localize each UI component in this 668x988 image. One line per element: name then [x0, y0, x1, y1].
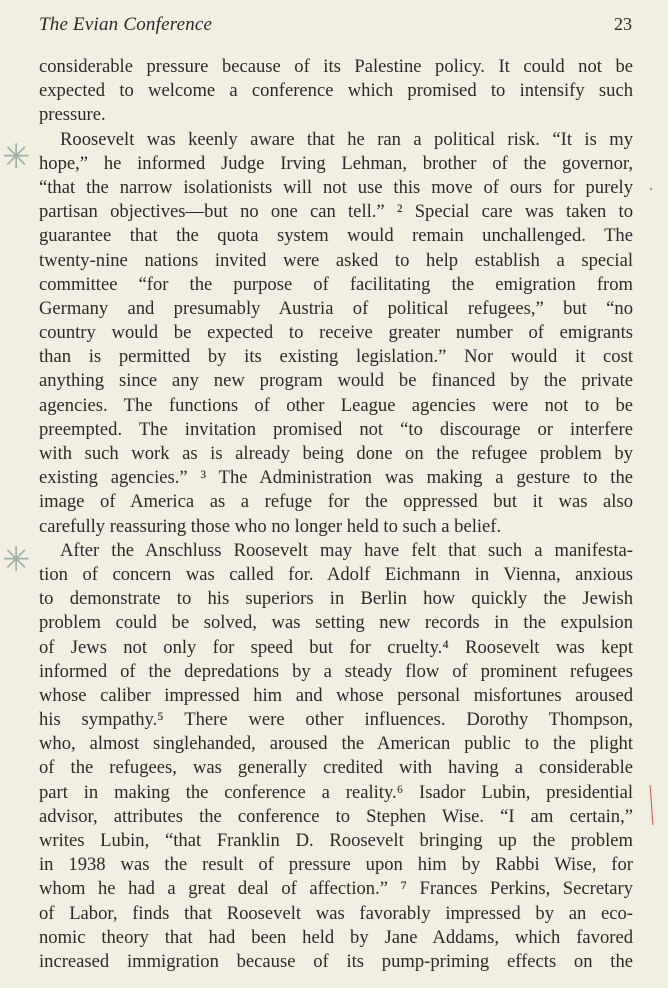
page-number: 23 [614, 14, 632, 34]
text-line: image of America as a refuge for the oppressed but it was also [39, 491, 633, 513]
text-line: partisan objectives—but no one can tell.” ² Special care was taken to [39, 201, 633, 223]
text-line: advisor, attributes the conference to Stephen Wise. “I am certain,” [39, 805, 633, 827]
text-line: who, almost singlehanded, aroused the American public to the plight [39, 733, 633, 755]
margin-star-mark: ✳ [2, 540, 31, 580]
text-line: hope,” he informed Judge Irving Lehman, brother of the governor, [39, 152, 633, 174]
text-line: Germany and presumably Austria of political refugees,” but “no [39, 297, 633, 319]
text-line: After the Anschluss Roosevelt may have felt that such a manifesta- [60, 539, 633, 561]
text-line: agencies. The functions of other League agencies were not to be [39, 394, 633, 416]
body-text [39, 55, 633, 974]
text-line: preempted. The invitation promised not “to discourage or interfere [39, 418, 633, 440]
text-line: existing agencies.” ³ The Administration was making a gesture to the [39, 467, 633, 489]
running-head [39, 14, 632, 40]
text-line: tion of concern was called for. Adolf Eichmann in Vienna, anxious [39, 563, 633, 585]
running-title: The Evian Conference [39, 14, 213, 35]
text-line: problem could be solved, was setting new records in the expulsion [39, 612, 633, 634]
text-line: part in making the conference a reality.⁶ Isador Lubin, presidential [39, 781, 633, 803]
text-line: whose caliber impressed him and whose personal misfortunes aroused [39, 684, 633, 706]
text-line: carefully reassuring those who no longer held to such a belief. [39, 515, 502, 537]
text-line: to demonstrate to his superiors in Berlin how quickly the Jewish [39, 588, 633, 610]
text-line: his sympathy.⁵ There were other influences. Dorothy Thompson, [39, 709, 633, 731]
text-line: pressure. [39, 104, 106, 126]
text-line: “that the narrow isolationists will not use this move of ours for purely [39, 176, 633, 198]
text-line: guarantee that the quota system would remain unchallenged. The [39, 225, 633, 247]
text-line: of Jews not only for speed but for cruelty.⁴ Roosevelt was kept [39, 636, 633, 658]
text-line: informed of the depredations by a steady flow of prominent refugees [39, 660, 633, 682]
text-line: country would be expected to receive greater number of emigrants [39, 322, 633, 344]
text-line: of Labor, finds that Roosevelt was favorably impressed by an eco- [39, 902, 633, 924]
text-line: Roosevelt was keenly aware that he ran a political risk. “It is my [60, 128, 633, 150]
text-line: committee “for the purpose of facilitating the emigration from [39, 273, 633, 295]
text-line: increased immigration because of its pump-priming effects on the [39, 950, 633, 972]
margin-star-mark: ✳ [2, 137, 31, 177]
text-line: expected to welcome a conference which promised to intensify such [39, 80, 633, 102]
text-line: whom he had a great deal of affection.” ⁷ Frances Perkins, Secretary [39, 878, 633, 900]
text-line: nomic theory that had been held by Jane Addams, which favored [39, 926, 633, 948]
text-line: in 1938 was the result of pressure upon him by Rabbi Wise, for [39, 854, 633, 876]
text-line: than is permitted by its existing legislation.” Nor would it cost [39, 346, 633, 368]
text-line: considerable pressure because of its Palestine policy. It could not be [39, 56, 633, 77]
text-line: of the refugees, was generally credited with having a considerable [39, 757, 633, 779]
text-line: with such work as is already being done on the refugee problem by [39, 443, 633, 464]
text-line: writes Lubin, “that Franklin D. Roosevelt bringing up the problem [39, 830, 633, 851]
margin-pencil-stroke [650, 785, 654, 825]
text-line: anything since any new program would be financed by the private [39, 370, 633, 392]
text-line: twenty-nine nations invited were asked to help establish a special [39, 249, 633, 271]
margin-dot [650, 188, 652, 190]
